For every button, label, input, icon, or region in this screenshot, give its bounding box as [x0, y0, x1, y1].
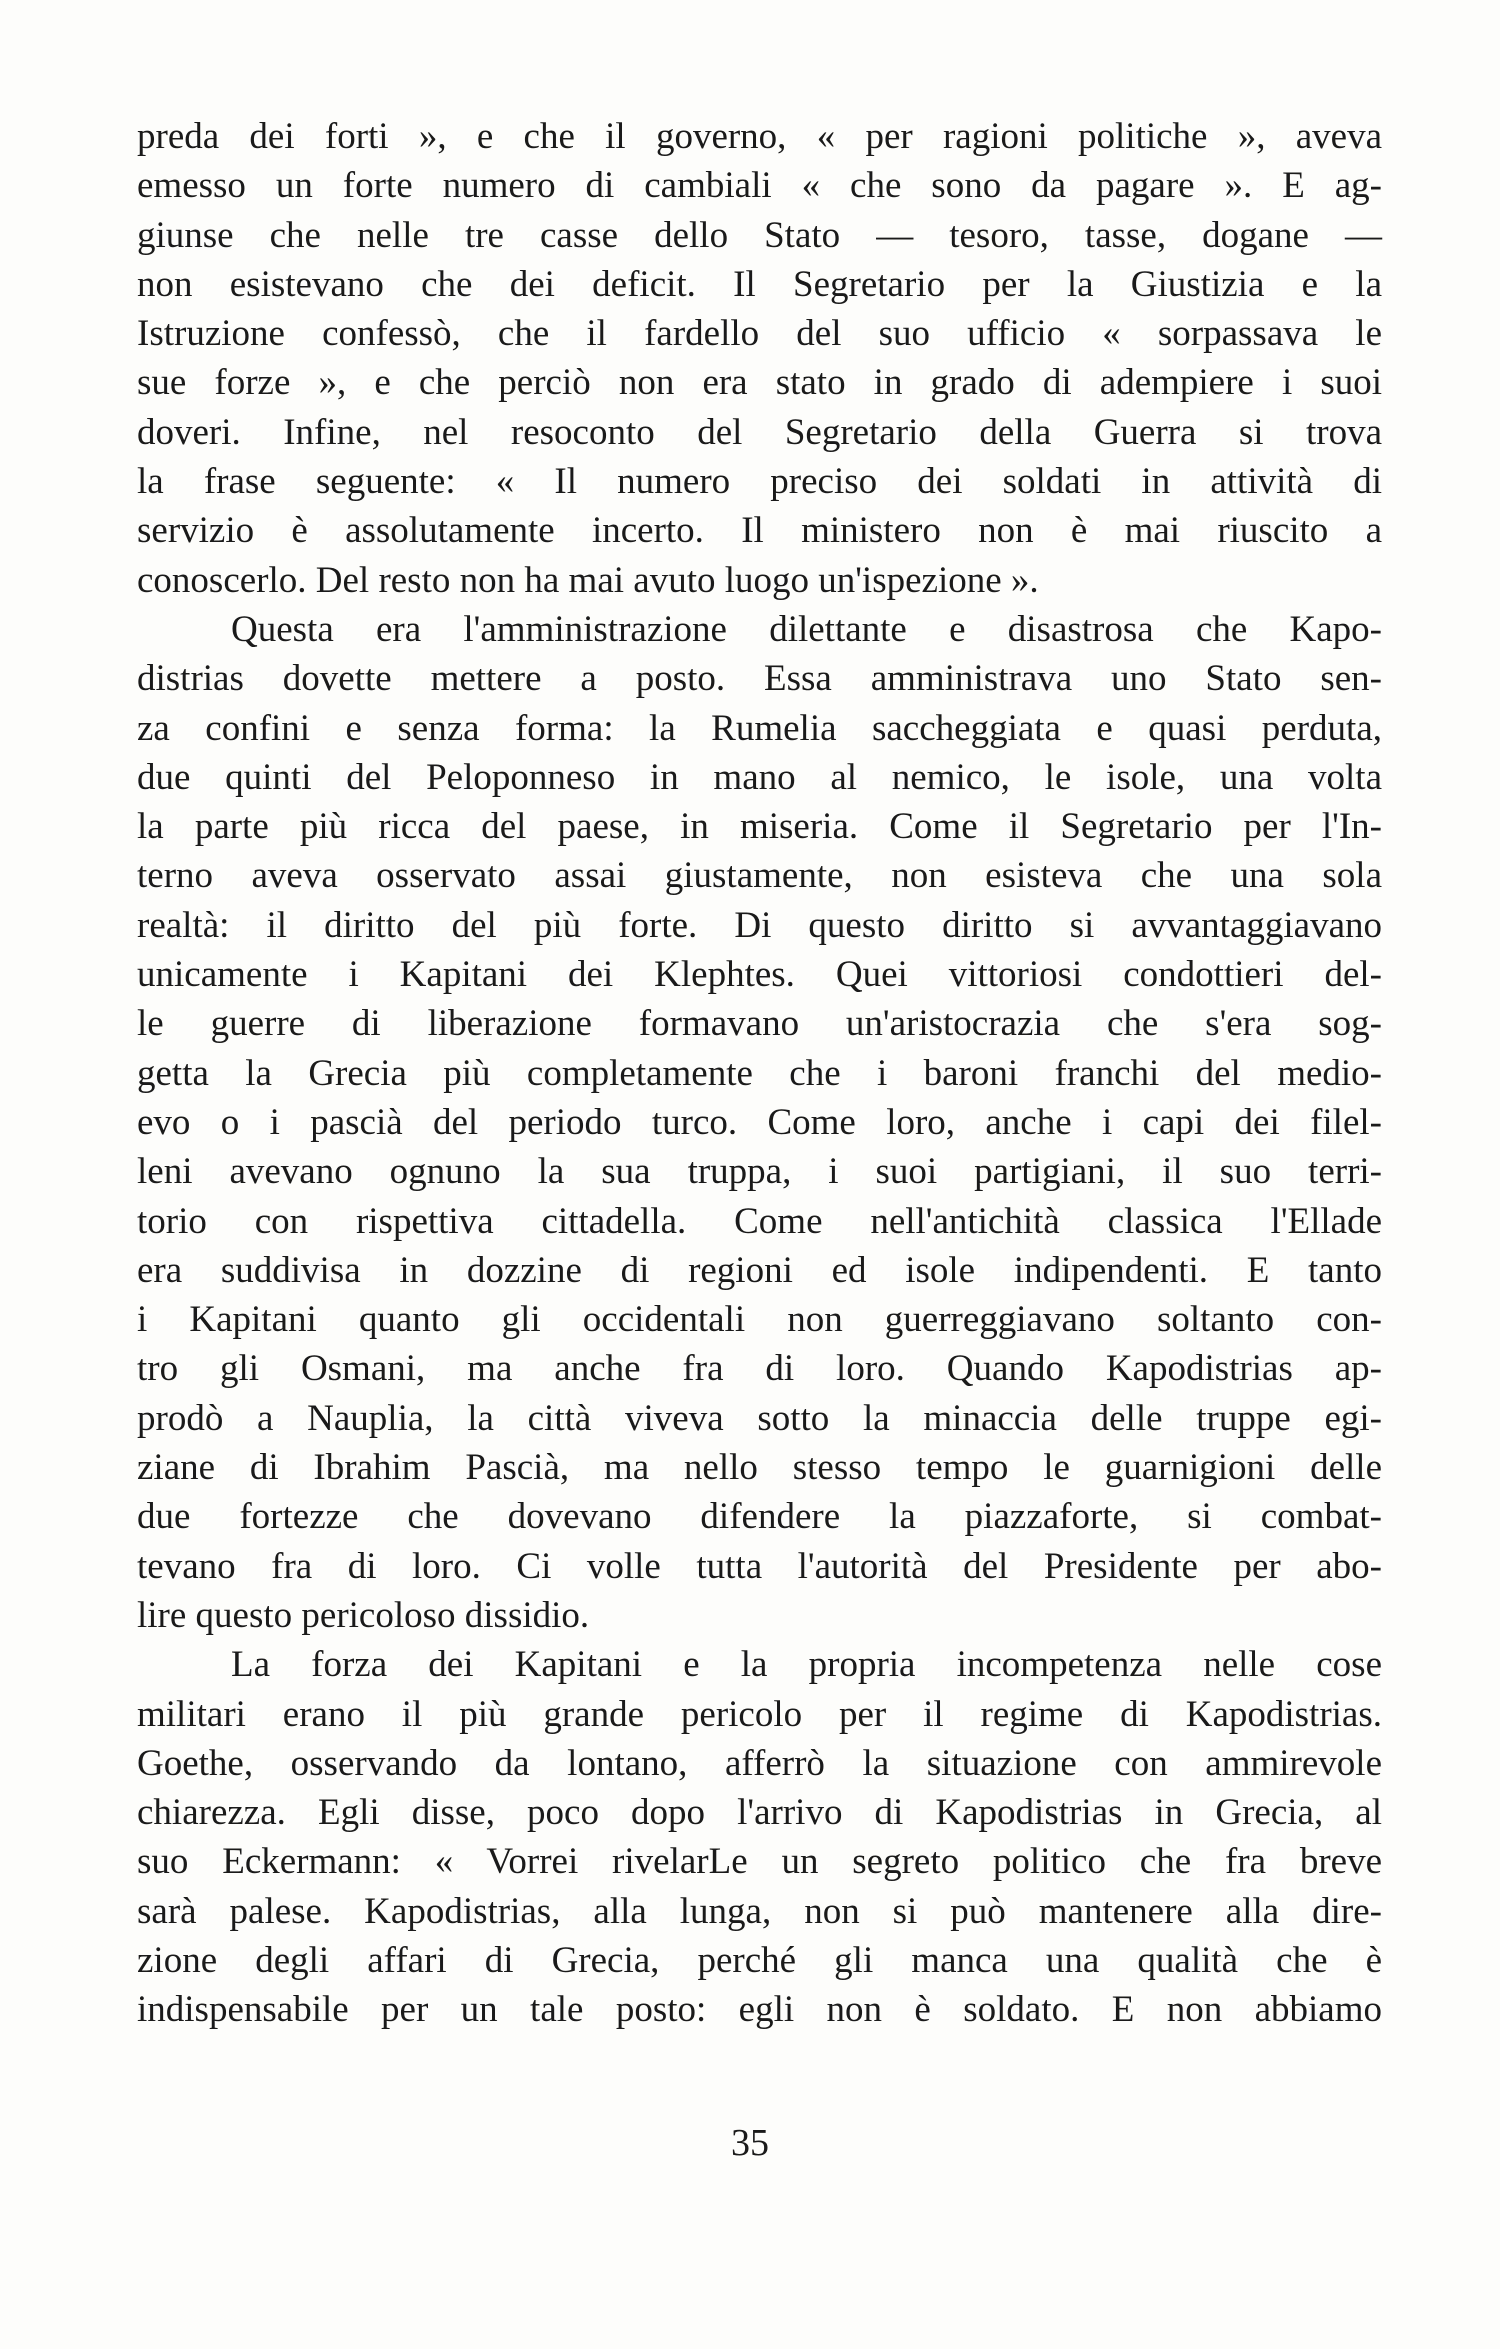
- text-line: la parte più ricca del paese, in miseria. Come il Segretario per l'In-: [137, 806, 1382, 848]
- text-line: giunse che nelle tre casse dello Stato — tesoro, tasse, dogane —: [137, 214, 1382, 256]
- text-line: terno aveva osservato assai giustamente, non esisteva che una sola: [137, 855, 1382, 897]
- text-line: emesso un forte numero di cambiali « che sono da pagare ». E ag-: [137, 165, 1382, 207]
- text-line: torio con rispettiva cittadella. Come nell'antichità classica l'Ellade: [137, 1200, 1382, 1242]
- text-line: chiarezza. Egli disse, poco dopo l'arrivo di Kapodistrias in Grecia, al: [137, 1792, 1382, 1834]
- page-number: 35: [731, 2122, 769, 2164]
- text-line: non esistevano che dei deficit. Il Segretario per la Giustizia e la: [137, 263, 1382, 305]
- text-line: i Kapitani quanto gli occidentali non guerreggiavano soltanto con-: [137, 1299, 1382, 1341]
- text-line: suo Eckermann: « Vorrei rivelarLe un segreto politico che fra breve: [137, 1841, 1382, 1883]
- text-line: due quinti del Peloponneso in mano al nemico, le isole, una volta: [137, 756, 1382, 798]
- text-line: tro gli Osmani, ma anche fra di loro. Quando Kapodistrias ap-: [137, 1348, 1382, 1390]
- text-line: conoscerlo. Del resto non ha mai avuto luogo un'ispezione ».: [137, 559, 1039, 601]
- text-line: doveri. Infine, nel resoconto del Segretario della Guerra si trova: [137, 411, 1382, 453]
- text-line: preda dei forti », e che il governo, « per ragioni politiche », aveva: [137, 116, 1382, 157]
- body-text: [137, 112, 1382, 2035]
- text-line: sue forze », e che perciò non era stato in grado di adempiere i suoi: [137, 362, 1382, 404]
- text-line: leni avevano ognuno la sua truppa, i suoi partigiani, il suo terri-: [137, 1151, 1382, 1193]
- text-line: lire questo pericoloso dissidio.: [137, 1594, 590, 1636]
- text-line: distrias dovette mettere a posto. Essa amministrava uno Stato sen-: [137, 658, 1382, 700]
- text-line: zione degli affari di Grecia, perché gli manca una qualità che è: [137, 1939, 1382, 1981]
- paragraph-start-line: Questa era l'amministrazione dilettante e disastrosa che Kapo-: [231, 608, 1382, 650]
- text-line: evo o i pascià del periodo turco. Come loro, anche i capi dei filel-: [137, 1101, 1382, 1143]
- paragraph-start-line: La forza dei Kapitani e la propria incompetenza nelle cose: [231, 1644, 1382, 1686]
- text-line: indispensabile per un tale posto: egli non è soldato. E non abbiamo: [137, 1989, 1382, 2031]
- text-line: Goethe, osservando da lontano, afferrò la situazione con ammirevole: [137, 1742, 1382, 1784]
- text-line: za confini e senza forma: la Rumelia saccheggiata e quasi perduta,: [137, 707, 1382, 749]
- text-line: la frase seguente: « Il numero preciso dei soldati in attività di: [137, 461, 1382, 503]
- text-line: militari erano il più grande pericolo per il regime di Kapodistrias.: [137, 1693, 1382, 1735]
- text-line: realtà: il diritto del più forte. Di questo diritto si avvantaggiavano: [137, 904, 1382, 946]
- text-line: tevano fra di loro. Ci volle tutta l'autorità del Presidente per abo-: [137, 1545, 1382, 1587]
- text-line: servizio è assolutamente incerto. Il ministero non è mai riuscito a: [137, 510, 1382, 552]
- text-line: getta la Grecia più completamente che i baroni franchi del medio-: [137, 1052, 1382, 1094]
- text-line: le guerre di liberazione formavano un'aristocrazia che s'era sog-: [137, 1003, 1382, 1045]
- text-line: due fortezze che dovevano difendere la piazzaforte, si combat-: [137, 1496, 1382, 1538]
- text-line: ziane di Ibrahim Pascià, ma nello stesso tempo le guarnigioni delle: [137, 1447, 1382, 1489]
- text-line: unicamente i Kapitani dei Klephtes. Quei vittoriosi condottieri del-: [137, 954, 1382, 996]
- text-line: prodò a Nauplia, la città viveva sotto la minaccia delle truppe egi-: [137, 1397, 1382, 1439]
- text-line: era suddivisa in dozzine di regioni ed isole indipendenti. E tanto: [137, 1249, 1382, 1291]
- text-line: Istruzione confessò, che il fardello del suo ufficio « sorpassava le: [137, 313, 1382, 355]
- text-line: sarà palese. Kapodistrias, alla lunga, non si può mantenere alla dire-: [137, 1890, 1382, 1932]
